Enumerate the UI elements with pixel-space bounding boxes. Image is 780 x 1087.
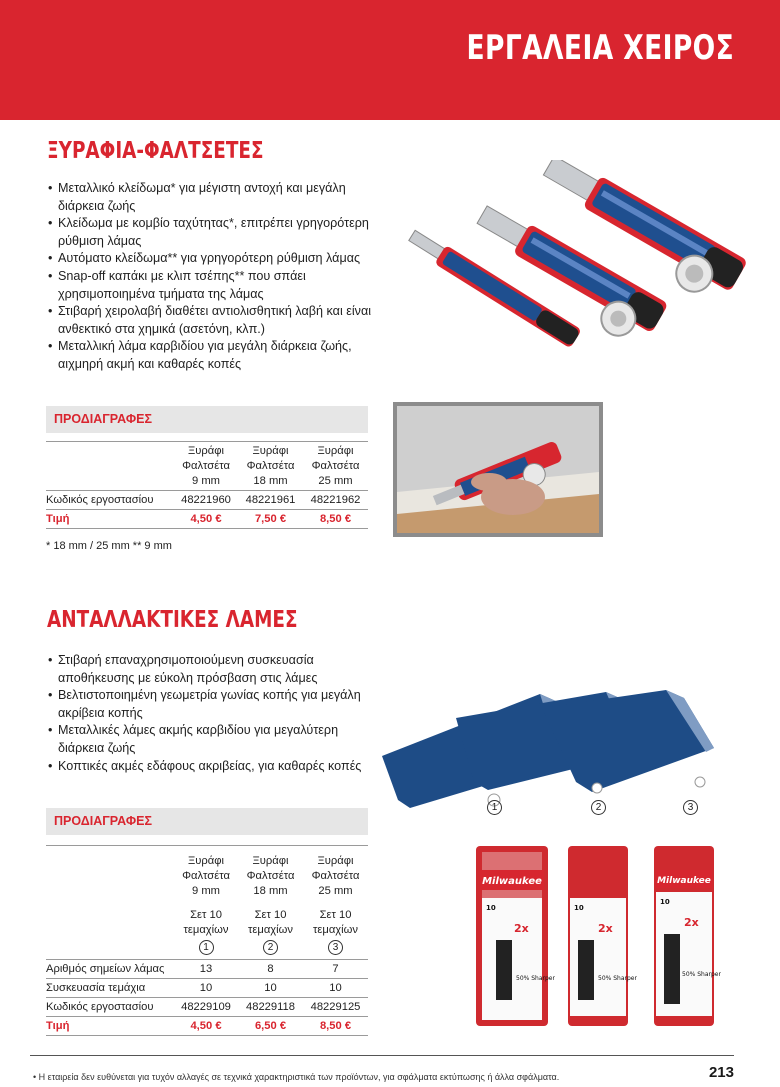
footnote: * 18 mm / 25 mm ** 9 mm (46, 540, 172, 552)
cell: 7 (303, 960, 368, 979)
blades-spec-table (46, 845, 368, 1036)
brand-logo-text: Milwaukee (657, 876, 711, 886)
column-marker: 1 (199, 940, 214, 955)
replacement-blades-image (380, 690, 760, 820)
list-item: • Στιβαρή χειρολαβή διαθέτει αντιολισθητική λαβή και είναι ανθεκτικό στα χημικά (ασετόνη, κλπ.) (46, 303, 372, 338)
row-label: Κωδικός εργοστασίου (46, 490, 174, 509)
section-title-blades: ΑΝΤΑΛΛΑΚΤΙΚΕΣ ΛΑΜΕΣ (47, 607, 298, 633)
list-item: • Στιβαρή επαναχρησιμοποιούμενη συσκευασία αποθήκευσης με εύκολη πρόσβαση στις λάμες (46, 652, 372, 687)
pack-multiplier: 2x (514, 922, 529, 935)
row-label: Κωδικός εργοστασίου (46, 998, 174, 1017)
knife-in-use-photo (393, 402, 603, 537)
price-cell: 6,50 € (238, 1017, 303, 1036)
column-header: 18 mm (253, 885, 288, 898)
blade-marker: 3 (683, 800, 698, 815)
list-item: • Μεταλλικές λάμες ακμής καρβιδίου για μεγαλύτερη διάρκεια ζωής (46, 722, 372, 757)
footer-divider (30, 1055, 734, 1056)
cell: 10 (238, 979, 303, 998)
table-row (46, 998, 368, 1017)
specs-header-bar-knives (46, 406, 368, 433)
column-header: Ξυράφι (252, 445, 289, 457)
cell: 10 (174, 979, 238, 998)
blade-marker: 1 (487, 800, 502, 815)
list-item: • Snap-off καπάκι με κλιπ τσέπης** που σπάει χρησιμοποιημένα τμήματα της λάμας (46, 268, 372, 303)
price-cell: 7,50 € (238, 509, 303, 528)
price-cell: 4,50 € (174, 1017, 238, 1036)
knives-feature-list (46, 180, 372, 374)
column-header: Ξυράφι (317, 855, 354, 867)
column-header: Φαλτσέτα (246, 460, 295, 473)
specs-label: ΠΡΟΔΙΑΓΡΑΦΕΣ (54, 412, 152, 426)
table-header-row (46, 846, 368, 960)
list-item: • Κλείδωμα με κομβίο ταχύτητας*, επιτρέπει γρηγορότερη ρύθμιση λάμας (46, 215, 372, 250)
pack-note: 50% Sharper (682, 971, 721, 978)
header-band (0, 0, 780, 120)
price-label: Τιμή (46, 509, 174, 528)
pack-note: 50% Sharper (598, 975, 637, 982)
knives-spec-table (46, 441, 368, 529)
page-number: 213 (708, 1064, 734, 1081)
column-header: τεμαχίων (312, 923, 358, 936)
column-header: Φαλτσέτα (311, 460, 360, 473)
table-row (46, 960, 368, 979)
brand-logo-text: Milwaukee (482, 876, 542, 887)
column-header: Σετ 10 (254, 908, 287, 921)
list-item: • Μεταλλική λάμα καρβιδίου για μεγάλη διάρκεια ζωής, αιχμηρή ακμή και καθαρές κοπές (46, 338, 372, 373)
cell: 48229125 (303, 998, 368, 1017)
cell: 10 (303, 979, 368, 998)
row-label: Συσκευασία τεμάχια (46, 979, 174, 998)
column-header: 9 mm (192, 475, 220, 488)
column-header: τεμαχίων (183, 923, 229, 936)
cell: 48229118 (238, 998, 303, 1017)
column-header: Φαλτσέτα (246, 870, 295, 883)
cell: 8 (238, 960, 303, 979)
cell: 48221961 (238, 490, 303, 509)
column-header: Φαλτσέτα (311, 870, 360, 883)
column-header: τεμαχίων (247, 923, 293, 936)
price-row (46, 1017, 368, 1036)
price-cell: 8,50 € (303, 1017, 368, 1036)
blade-marker: 2 (591, 800, 606, 815)
list-item: • Μεταλλικό κλείδωμα* για μέγιστη αντοχή και μεγάλη διάρκεια ζωής (46, 180, 372, 215)
price-label: Τιμή (46, 1017, 174, 1036)
page-header-title: ΕΡΓΑΛΕΙΑ ΧΕΙΡΟΣ (466, 28, 734, 68)
pack-count: 10 (574, 904, 584, 912)
section-title-knives: ΞΥΡΑΦΙΑ-ΦΑΛΤΣΕΤΕΣ (47, 138, 264, 164)
cell: 48221962 (303, 490, 368, 509)
column-header: Φαλτσέτα (182, 460, 230, 473)
column-header: Ξυράφι (188, 855, 224, 867)
price-cell: 8,50 € (303, 509, 368, 528)
specs-label: ΠΡΟΔΙΑΓΡΑΦΕΣ (54, 814, 152, 828)
column-marker: 3 (328, 940, 343, 955)
list-item: • Βελτιστοποιημένη γεωμετρία γωνίας κοπής για μεγάλη ακρίβεια κοπής (46, 687, 372, 722)
price-row (46, 509, 368, 528)
list-item: • Κοπτικές ακμές εδάφους ακριβείας, για καθαρές κοπές (46, 758, 372, 776)
cell: 48221960 (174, 490, 238, 509)
table-row (46, 979, 368, 998)
cell: 48229109 (174, 998, 238, 1017)
specs-header-bar-blades (46, 808, 368, 835)
column-header: 25 mm (318, 885, 353, 898)
pack-note: 50% Sharper (516, 975, 555, 982)
pack-count: 10 (660, 898, 670, 906)
utility-knives-image (376, 160, 756, 392)
footer-disclaimer: • Η εταιρεία δεν ευθύνεται για τυχόν αλλαγές σε τεχνικά χαρακτηριστικά των προϊόντων, για σφάλματα εκτύπωσης ή άλλα σφάλματα. (33, 1072, 560, 1082)
pack-count: 10 (486, 904, 496, 912)
column-header: Σετ 10 (319, 908, 352, 921)
column-header: Ξυράφι (317, 445, 354, 457)
column-header: Φαλτσέτα (182, 870, 230, 883)
column-header: 9 mm (192, 885, 220, 898)
column-header: 18 mm (253, 475, 288, 488)
pack-multiplier: 2x (684, 916, 699, 929)
pack-multiplier: 2x (598, 922, 613, 935)
blades-feature-list (46, 652, 372, 775)
column-marker: 2 (263, 940, 278, 955)
blade-packages-image (470, 840, 738, 1030)
list-item: • Αυτόματο κλείδωμα** για γρηγορότερη ρύθμιση λάμας (46, 250, 372, 268)
column-header: Ξυράφι (252, 855, 289, 867)
table-row (46, 490, 368, 509)
price-cell: 4,50 € (174, 509, 238, 528)
cell: 13 (174, 960, 238, 979)
column-header: Ξυράφι (188, 445, 224, 457)
table-header-row (46, 442, 368, 491)
column-header: 25 mm (318, 475, 353, 488)
column-header: Σετ 10 (190, 908, 222, 921)
row-label: Αριθμός σημείων λάμας (46, 960, 174, 979)
